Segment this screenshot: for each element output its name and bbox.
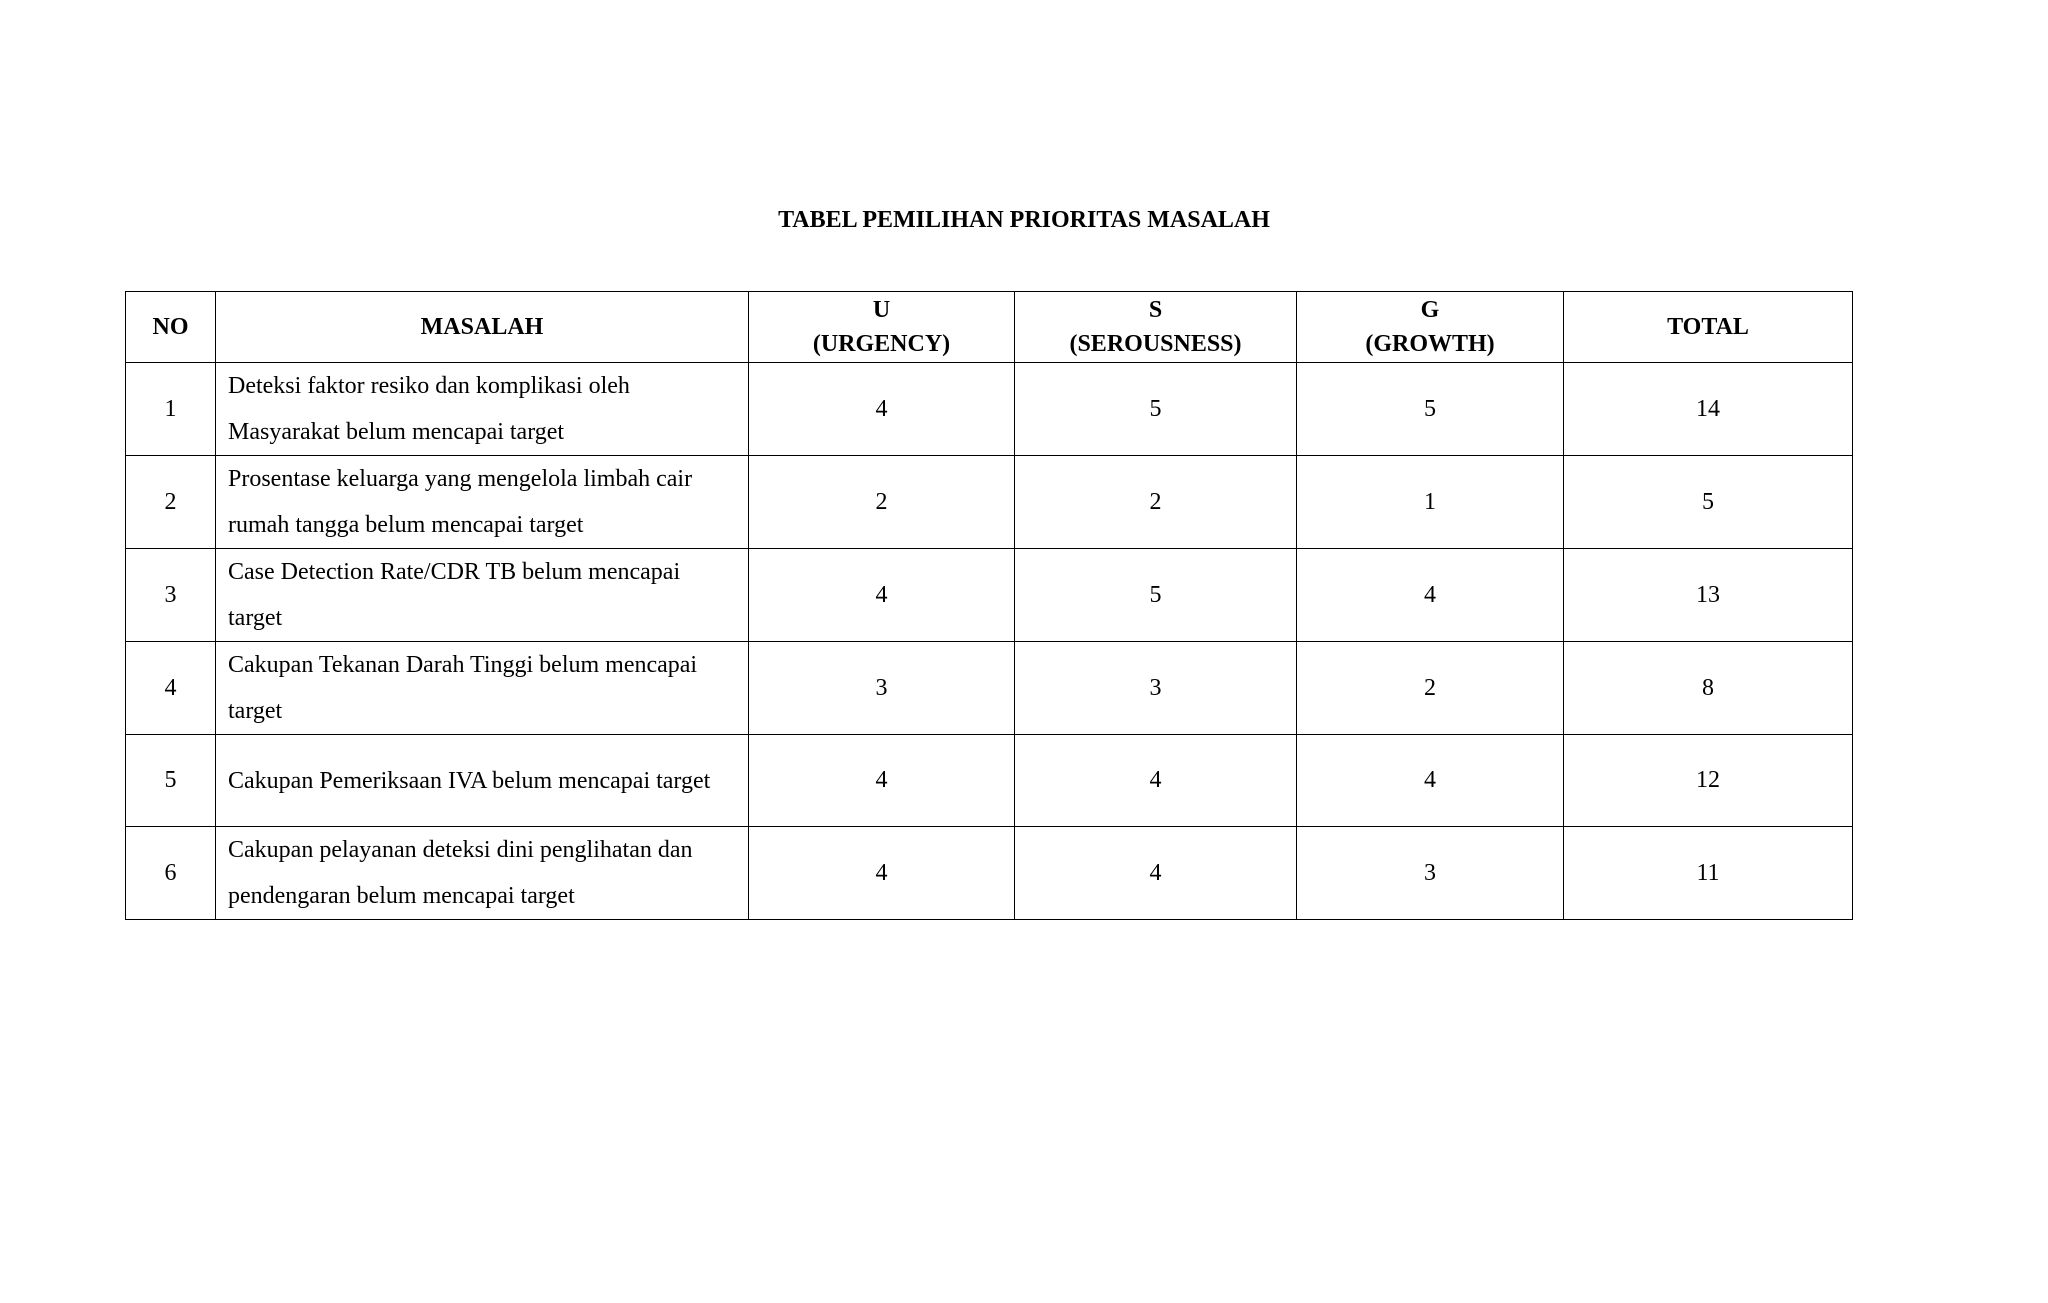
header-no: NO <box>126 292 216 363</box>
header-growth <box>1297 292 1564 363</box>
cell-no: 3 <box>126 549 216 642</box>
cell-masalah: Cakupan Tekanan Darah Tinggi belum mencapai target <box>216 642 749 735</box>
cell-total: 13 <box>1564 549 1853 642</box>
header-urgency <box>749 292 1015 363</box>
cell-urgency: 4 <box>749 363 1015 456</box>
table-row <box>126 642 1853 735</box>
cell-growth: 3 <box>1297 827 1564 920</box>
table-row <box>126 456 1853 549</box>
cell-urgency: 4 <box>749 735 1015 827</box>
cell-masalah: Cakupan pelayanan deteksi dini penglihatan dan pendengaran belum mencapai target <box>216 827 749 920</box>
cell-urgency: 2 <box>749 456 1015 549</box>
cell-seriousness: 5 <box>1015 363 1297 456</box>
header-seriousness <box>1015 292 1297 363</box>
cell-masalah: Cakupan Pemeriksaan IVA belum mencapai target <box>216 735 749 827</box>
table-header-row <box>126 292 1853 363</box>
cell-seriousness: 4 <box>1015 735 1297 827</box>
cell-seriousness: 2 <box>1015 456 1297 549</box>
priority-table <box>125 291 1853 920</box>
table-row <box>126 549 1853 642</box>
cell-total: 11 <box>1564 827 1853 920</box>
header-urgency-letter: U <box>872 297 891 323</box>
cell-no: 5 <box>126 735 216 827</box>
cell-total: 12 <box>1564 735 1853 827</box>
cell-growth: 5 <box>1297 363 1564 456</box>
table-row <box>126 735 1853 827</box>
header-seriousness-label: (SEROUSNESS) <box>1069 331 1242 357</box>
header-masalah: MASALAH <box>216 292 749 363</box>
cell-no: 4 <box>126 642 216 735</box>
cell-no: 6 <box>126 827 216 920</box>
cell-urgency: 3 <box>749 642 1015 735</box>
table-row <box>126 363 1853 456</box>
cell-total: 5 <box>1564 456 1853 549</box>
cell-masalah: Case Detection Rate/CDR TB belum mencapai target <box>216 549 749 642</box>
cell-seriousness: 5 <box>1015 549 1297 642</box>
cell-growth: 4 <box>1297 549 1564 642</box>
header-growth-letter: G <box>1420 297 1440 323</box>
cell-growth: 4 <box>1297 735 1564 827</box>
cell-total: 14 <box>1564 363 1853 456</box>
table-row <box>126 827 1853 920</box>
header-total: TOTAL <box>1564 292 1853 363</box>
cell-no: 1 <box>126 363 216 456</box>
header-urgency-label: (URGENCY) <box>812 331 951 357</box>
header-seriousness-letter: S <box>1148 297 1163 323</box>
cell-growth: 1 <box>1297 456 1564 549</box>
page-title: TABEL PEMILIHAN PRIORITAS MASALAH <box>778 207 1270 233</box>
header-growth-label: (GROWTH) <box>1365 331 1495 357</box>
cell-seriousness: 4 <box>1015 827 1297 920</box>
cell-urgency: 4 <box>749 549 1015 642</box>
cell-total: 8 <box>1564 642 1853 735</box>
cell-masalah: Prosentase keluarga yang mengelola limbah cair rumah tangga belum mencapai target <box>216 456 749 549</box>
cell-seriousness: 3 <box>1015 642 1297 735</box>
cell-no: 2 <box>126 456 216 549</box>
cell-urgency: 4 <box>749 827 1015 920</box>
cell-growth: 2 <box>1297 642 1564 735</box>
cell-masalah: Deteksi faktor resiko dan komplikasi oleh Masyarakat belum mencapai target <box>216 363 749 456</box>
